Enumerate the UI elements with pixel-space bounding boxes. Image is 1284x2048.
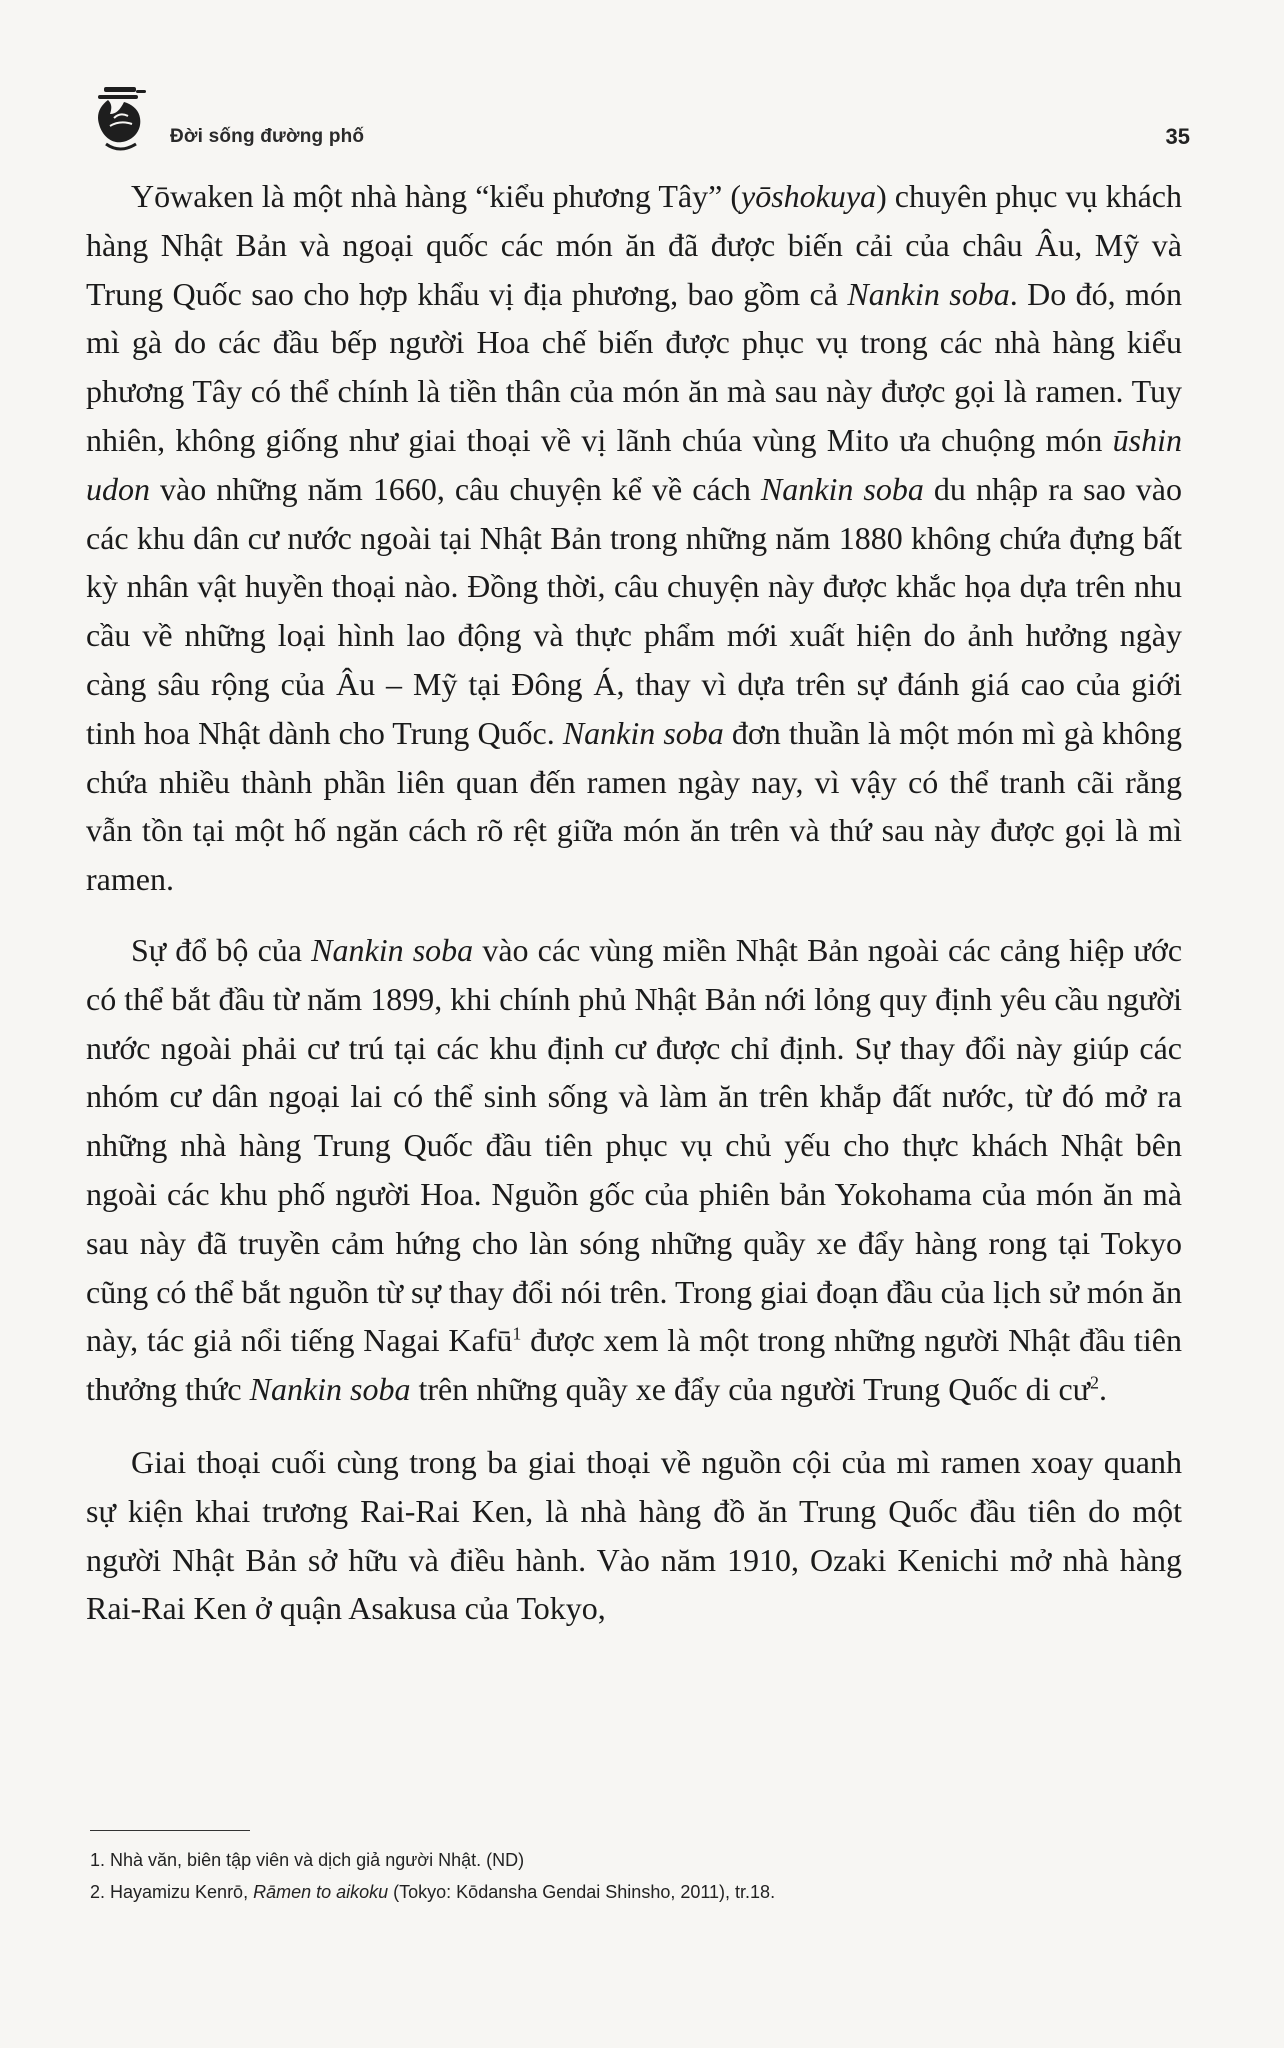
italic-text: Nankin soba bbox=[311, 931, 474, 968]
text-run: Yōwaken là một nhà hàng “kiểu phương Tây” ( bbox=[131, 178, 742, 214]
footnote-1 bbox=[90, 1844, 1180, 1876]
running-title: Đời sống đường phố bbox=[170, 126, 365, 147]
page-number: 35 bbox=[1165, 124, 1190, 149]
footnote-ref: 2 bbox=[1090, 1372, 1099, 1393]
italic-text: Nankin soba bbox=[249, 1371, 411, 1408]
noodle-bowl-chopsticks-icon bbox=[90, 84, 150, 154]
text-run: (Tokyo: Kōdansha Gendai Shinsho, 2011), tr.18. bbox=[388, 1882, 776, 1902]
text-run: du nhập ra sao vào các khu dân cư nước ngoài tại Nhật Bản trong những năm 1880 không chứa đựng bất kỳ nhân vật huyền thoại nào. Đồng thời, câu chuyện này được khắc họa dựa trên nhu cầu về những loại hình lao động và thực phẩm mới xuất hiện do ảnh hưởng ngày càng sâu rộng của Âu – Mỹ tại Đông Á, thay vì dựa trên sự đánh giá cao của giới tinh hoa Nhật dành cho Trung Quốc. bbox=[86, 470, 1183, 751]
text-run: vào những năm 1660, câu chuyện kể về cách bbox=[150, 470, 761, 507]
text-run: Sự đổ bộ của bbox=[131, 931, 312, 968]
italic-text: Rāmen to aikoku bbox=[253, 1882, 389, 1902]
italic-text: ūshin udon bbox=[86, 421, 1182, 507]
footnote-ref: 1 bbox=[512, 1323, 522, 1344]
text-run: được xem là một trong những người Nhật đầu tiên thưởng thức bbox=[86, 1322, 1183, 1408]
text-run: . bbox=[1099, 1371, 1107, 1408]
page-header bbox=[90, 80, 1190, 160]
text-run: đơn thuần là một món mì gà không chứa nhiều thành phần liên quan đến ramen ngày nay, vì vậy có thể tranh cãi rằng vẫn tồn tại một hố ngăn cách rõ rệt giữa món ăn trên và thứ sau này được gọi là mì ramen. bbox=[86, 714, 1183, 898]
italic-text: Nankin soba bbox=[562, 714, 724, 751]
italic-text: Nankin soba bbox=[760, 470, 924, 507]
text-run: . Do đó, món mì gà do các đầu bếp người Hoa chế biến được phục vụ trong các nhà hàng kiểu phương Tây có thể chính là tiền thân của món ăn mà sau này được gọi là ramen. Tuy nhiên, không giống như giai thoại về vị lãnh chúa vùng Mito ưa chuộng món bbox=[86, 275, 1183, 458]
paragraph-2 bbox=[86, 926, 1182, 1414]
text-run: 2. Hayamizu Kenrō, bbox=[90, 1882, 254, 1902]
paragraph-1 bbox=[86, 172, 1182, 904]
italic-text: yōshokuya bbox=[741, 178, 877, 214]
text-run: Giai thoại cuối cùng trong ba giai thoại về nguồn cội của mì ramen xoay quanh sự kiện khai trương Rai-Rai Ken, là nhà hàng đồ ăn Trung Quốc đầu tiên do một người Nhật Bản sở hữu và điều hành. Vào năm 1910, Ozaki Kenichi mở nhà hàng Rai-Rai Ken ở quận Asakusa của Tokyo, bbox=[86, 1443, 1182, 1627]
footnote-2 bbox=[90, 1876, 1180, 1908]
italic-text: Nankin soba bbox=[847, 275, 1010, 312]
paragraph-3 bbox=[86, 1438, 1182, 1633]
text-run: ) chuyên phục vụ khách hàng Nhật Bản và ngoại quốc các món ăn đã được biến cải của châu Âu, Mỹ và Trung Quốc sao cho hợp khẩu vị địa phương, bao gồm cả bbox=[86, 178, 1183, 312]
footnotes bbox=[90, 1844, 1180, 1908]
text-run: 1. Nhà văn, biên tập viên và dịch giả người Nhật. (ND) bbox=[90, 1850, 525, 1870]
text-run: trên những quầy xe đẩy của người Trung Quốc di cư bbox=[410, 1371, 1090, 1408]
text-run: vào các vùng miền Nhật Bản ngoài các cảng hiệp ước có thể bắt đầu từ năm 1899, khi chính phủ Nhật Bản nới lỏng quy định yêu cầu người nước ngoài phải cư trú tại các khu định cư được chỉ định. Sự thay đổi này giúp các nhóm cư dân ngoại lai có thể sinh sống và làm ăn trên khắp đất nước, từ đó mở ra những nhà hàng Trung Quốc đầu tiên phục vụ chủ yếu cho thực khách Nhật bên ngoài các khu phố người Hoa. Nguồn gốc của phiên bản Yokohama của món ăn mà sau này đã truyền cảm hứng cho làn sóng những quầy xe đẩy hàng rong tại Tokyo cũng có thể bắt nguồn từ sự thay đổi nói trên. Trong giai đoạn đầu của lịch sử món ăn này, tác giả nổi tiếng Nagai Kafū bbox=[86, 931, 1183, 1359]
footnote-divider bbox=[90, 1830, 250, 1831]
body-text bbox=[86, 172, 1182, 1633]
